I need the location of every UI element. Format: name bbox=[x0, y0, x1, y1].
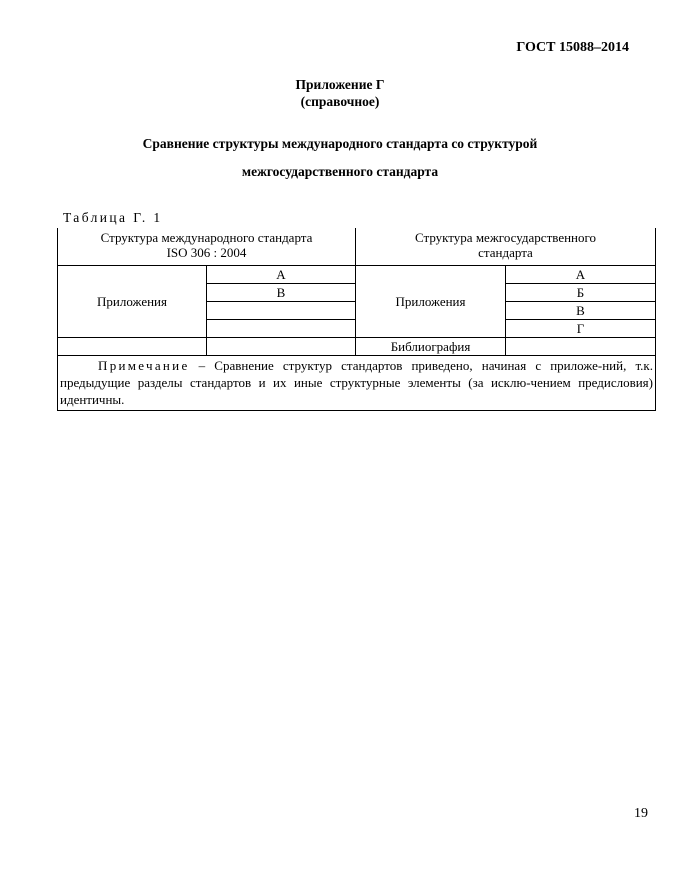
left-annex-cell: А bbox=[207, 266, 356, 284]
right-annexes-cell: Приложения bbox=[356, 266, 506, 338]
comparison-heading bbox=[0, 130, 680, 186]
left-annex-cell bbox=[207, 302, 356, 320]
heading-line-2: межгосударственного стандарта bbox=[241, 164, 439, 179]
header-interstate-line-1: Структура межгосударственного bbox=[414, 230, 597, 245]
right-annex-cell: Г bbox=[506, 320, 656, 338]
left-annexes-cell: Приложения bbox=[58, 266, 207, 338]
left-annex-cell bbox=[207, 320, 356, 338]
header-international-line-2: ISO 306 : 2004 bbox=[166, 245, 247, 260]
comparison-table bbox=[57, 228, 656, 411]
right-annex-cell: А bbox=[506, 266, 656, 284]
header-interstate-line-2: стандарта bbox=[478, 245, 533, 260]
right-annex-cell: Б bbox=[506, 284, 656, 302]
empty-cell bbox=[58, 338, 207, 356]
header-international-line-1: Структура международного стандарта bbox=[100, 230, 313, 245]
table-caption: Таблица Г. 1 bbox=[63, 210, 163, 225]
annex-subtitle: (справочное) bbox=[300, 94, 380, 109]
annex-title: Приложение Г bbox=[295, 77, 385, 92]
bibliography-cell: Библиография bbox=[356, 338, 506, 356]
document-code: ГОСТ 15088–2014 bbox=[516, 40, 629, 55]
header-international bbox=[58, 228, 356, 266]
note-label: Примечание bbox=[98, 358, 190, 373]
table-header-row bbox=[58, 228, 656, 266]
right-annex-cell: В bbox=[506, 302, 656, 320]
table-row bbox=[58, 338, 656, 356]
heading-line-1: Сравнение структуры международного стандарта со структурой bbox=[142, 136, 538, 151]
table-note bbox=[58, 356, 656, 411]
empty-cell bbox=[506, 338, 656, 356]
annex-heading bbox=[0, 76, 680, 110]
note-text: – Сравнение структур стандартов приведено, начиная с приложе-ний, т.к. предыдущие разделы стандартов и их иные структурные элементы (за исклю-чением предисловия) идентичны. bbox=[60, 358, 653, 407]
table-row bbox=[58, 266, 656, 284]
page-number: 19 bbox=[634, 806, 648, 821]
table-note-row bbox=[58, 356, 656, 411]
left-annex-cell: В bbox=[207, 284, 356, 302]
empty-cell bbox=[207, 338, 356, 356]
header-interstate bbox=[356, 228, 656, 266]
